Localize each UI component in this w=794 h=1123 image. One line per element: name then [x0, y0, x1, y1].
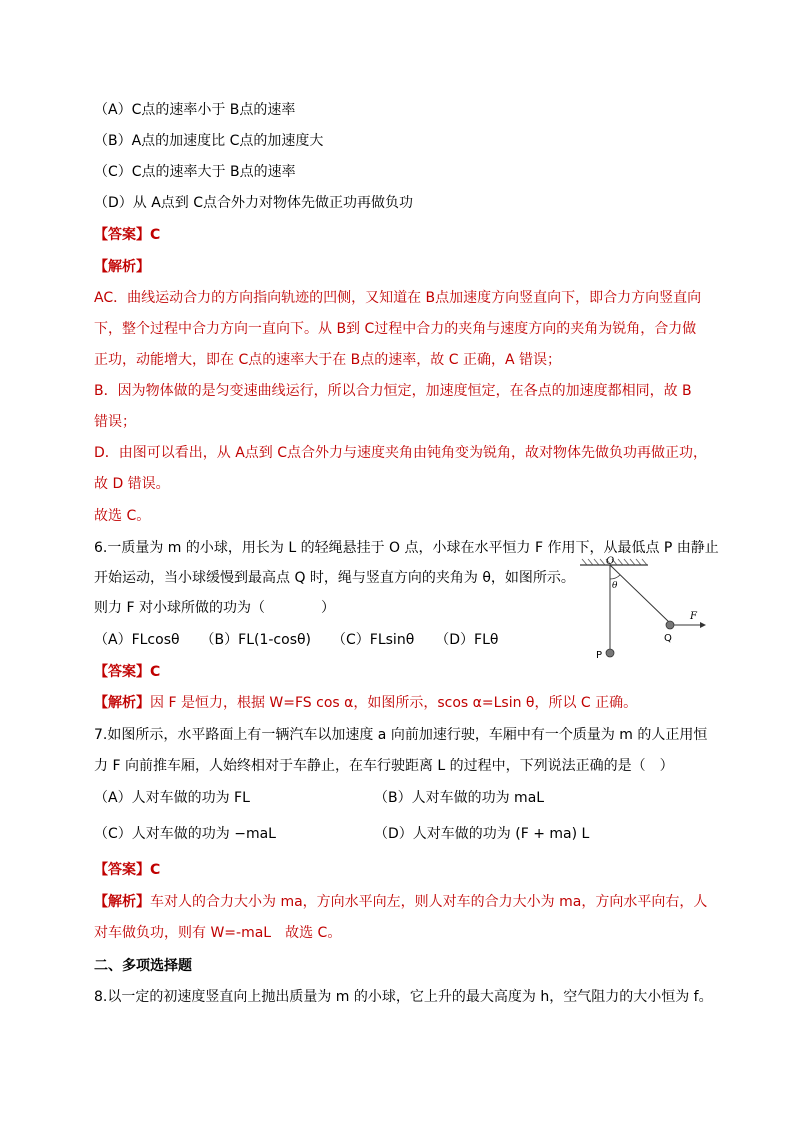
q6-analysis [94, 693, 637, 713]
q8-stem-line: 8.以一定的初速度竖直向上抛出质量为 m 的小球，它上升的最大高度为 h，空气阻力的大小恒为 f。 [94, 989, 713, 1005]
q6-stem-line: 则力 F 对小球所做的功为（ ） [94, 600, 335, 616]
q5-analysis-line: 下，整个过程中合力方向一直向下。从 B到 C过程中合力的夹角与速度方向的夹角为锐角，合力做 [94, 321, 697, 337]
pendulum-figure [576, 555, 716, 665]
q5-option-b: （B）A点的加速度比 C点的加速度大 [94, 133, 324, 149]
q5-analysis-line: B．因为物体做的是匀变速曲线运行，所以合力恒定，加速度恒定，在各点的加速度都相同，故 B [94, 383, 692, 399]
q6-stem-line: 开始运动，当小球缓慢到最高点 Q 时，绳与竖直方向的夹角为 θ，如图所示。 [94, 570, 575, 586]
q5-analysis-line: 故选 C。 [94, 508, 151, 524]
q7-option-c: （C）人对车做的功为 −maL [94, 826, 276, 842]
q7-stem-line: 力 F 向前推车厢，人始终相对于车静止，在车行驶距离 L 的过程中，下列说法正确的是（ ） [94, 758, 674, 774]
label-o: O [606, 556, 615, 567]
q7-option-d: （D）人对车做的功为 (F + ma) L [374, 826, 590, 842]
answer-label: 【答案】 [94, 862, 150, 878]
angle-arc [610, 575, 620, 579]
q5-option-d: （D）从 A点到 C点合外力对物体先做正功再做负功 [94, 195, 414, 211]
analysis-label: 【解析】 [94, 695, 150, 711]
tilted-rope [610, 565, 670, 623]
q7-option-b: （B）人对车做的功为 maL [374, 790, 545, 806]
q7-answer [94, 860, 160, 880]
label-theta: θ [612, 581, 618, 591]
q7-stem-line: 7.如图所示，水平路面上有一辆汽车以加速度 a 向前加速行驶，车厢中有一个质量为 m 的人正用恒 [94, 727, 708, 743]
q7-analysis [94, 892, 707, 912]
label-f: F [690, 611, 697, 622]
q6-answer [94, 662, 160, 682]
q5-analysis-line: 正功，动能增大，即在 C点的速率大于在 B点的速率，故 C 正确，A 错误； [94, 352, 561, 368]
q5-analysis-line: D．由图可以看出，从 A点到 C点合外力与速度夹角由钝角变为锐角，故对物体先做负功再做正功， [94, 445, 708, 461]
ceiling-hatch [582, 559, 647, 565]
analysis-text: 车对人的合力大小为 ma，方向水平向左，则人对车的合力大小为 ma，方向水平向右，人 [150, 894, 708, 910]
answer-value: C [150, 664, 161, 680]
label-q: Q [664, 633, 672, 644]
label-p: P [596, 650, 603, 661]
q5-answer [94, 225, 160, 245]
q5-option-c: （C）C点的速率大于 B点的速率 [94, 164, 296, 180]
analysis-text: 因 F 是恒力，根据 W=FS cos α，如图所示，scos α=Lsin θ，所以 C 正确。 [150, 695, 638, 711]
answer-value: C [150, 227, 161, 243]
q5-analysis-line: 故 D 错误。 [94, 476, 170, 492]
q5-analysis-line: AC．曲线运动合力的方向指向轨迹的凹侧，又知道在 B点加速度方向竖直向下，即合力方向竖直向 [94, 290, 702, 306]
q5-analysis-line: 错误； [94, 414, 136, 430]
q5-analysis-label: 【解析】 [94, 259, 150, 275]
q6-options: （A）FLcosθ （B）FL(1-cosθ) （C）FLsinθ （D）FLθ [94, 632, 499, 648]
answer-label: 【答案】 [94, 227, 150, 243]
section-title: 二、多项选择题 [94, 958, 192, 974]
q7-analysis-line: 对车做负功，则有 W=-maL 故选 C。 [94, 925, 342, 941]
q6-stem-line: 6.一质量为 m 的小球，用长为 L 的轻绳悬挂于 O 点，小球在水平恒力 F 作用下，从最低点 P 由静止 [94, 540, 719, 556]
answer-label: 【答案】 [94, 664, 150, 680]
force-arrow-head [700, 622, 706, 628]
answer-value: C [150, 862, 161, 878]
analysis-label: 【解析】 [94, 894, 150, 910]
ball-q [666, 621, 674, 629]
q5-option-a: （A）C点的速率小于 B点的速率 [94, 102, 296, 118]
q7-option-a: （A）人对车做的功为 FL [94, 790, 250, 806]
ball-p [606, 649, 614, 657]
